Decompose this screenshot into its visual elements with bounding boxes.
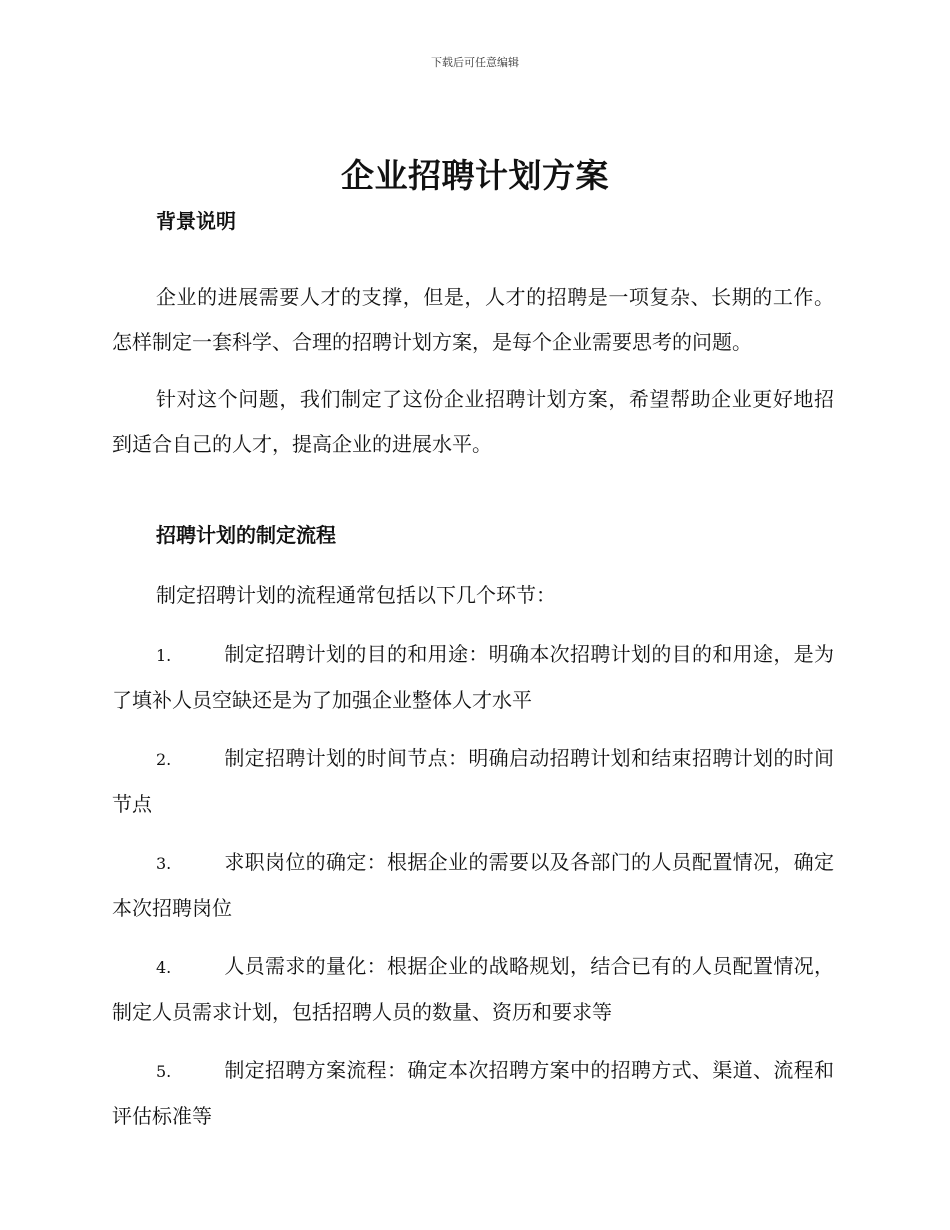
section-heading-background: 背景说明 (156, 209, 236, 233)
list-item (112, 632, 834, 723)
list-item-number: 2. (156, 750, 172, 769)
section-heading-process: 招聘计划的制定流程 (156, 523, 336, 547)
list-item (112, 736, 834, 827)
list-item-text: 制定招聘计划的目的和用途：明确本次招聘计划的目的和用途，是为了填补人员空缺还是为了加强企业整体人才水平 (112, 642, 834, 712)
list-item-number: 1. (156, 646, 172, 665)
list-item-text: 制定招聘方案流程：确定本次招聘方案中的招聘方式、渠道、流程和评估标准等 (112, 1058, 834, 1128)
process-steps-list (112, 632, 834, 1139)
list-item (112, 944, 834, 1035)
list-item-number: 3. (156, 854, 172, 873)
document-title: 企业招聘计划方案 (341, 156, 609, 195)
list-item-text: 求职岗位的确定：根据企业的需要以及各部门的人员配置情况，确定本次招聘岗位 (112, 850, 834, 920)
paragraph: 针对这个问题，我们制定了这份企业招聘计划方案，希望帮助企业更好地招到适合自己的人才，提高企业的进展水平。 (112, 387, 834, 456)
paragraph-intro: 制定招聘计划的流程通常包括以下几个环节： (156, 583, 556, 607)
header-note: 下载后可任意编辑 (431, 56, 519, 69)
list-item (112, 1048, 834, 1139)
list-item-number: 5. (156, 1062, 172, 1081)
paragraph: 企业的进展需要人才的支撑，但是，人才的招聘是一项复杂、长期的工作。怎样制定一套科学、合理的招聘计划方案，是每个企业需要思考的问题。 (112, 285, 834, 354)
list-item-text: 制定招聘计划的时间节点：明确启动招聘计划和结束招聘计划的时间节点 (112, 746, 834, 816)
list-item-text: 人员需求的量化：根据企业的战略规划，结合已有的人员配置情况，制定人员需求计划，包括招聘人员的数量、资历和要求等 (112, 954, 834, 1024)
list-item-number: 4. (156, 958, 172, 977)
list-item (112, 840, 834, 931)
document-body (112, 205, 834, 1139)
